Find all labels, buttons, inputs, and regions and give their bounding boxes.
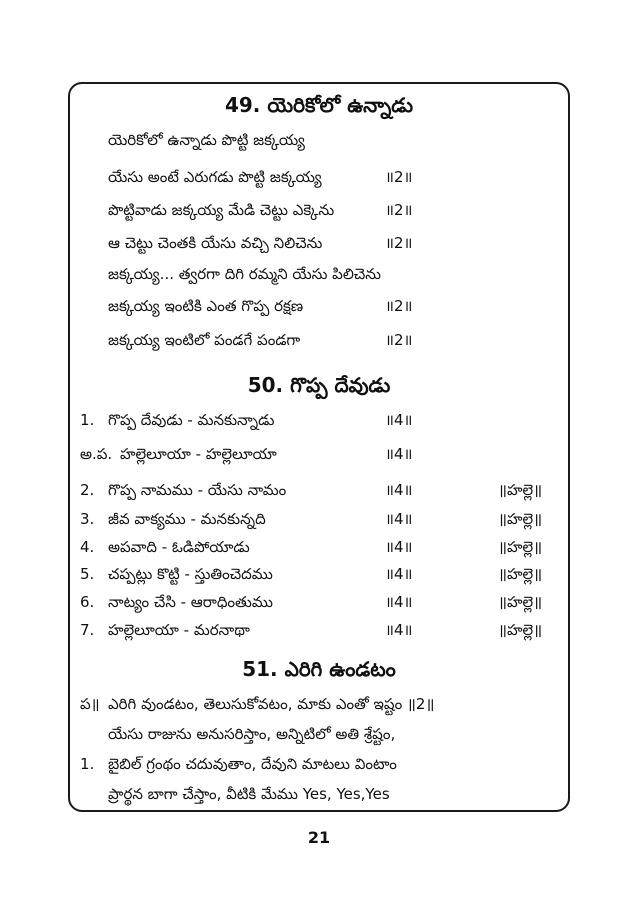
repeat-marker: ॥4॥ <box>385 621 413 639</box>
repeat-marker: ॥2॥ <box>385 297 413 315</box>
verse-number: 1. <box>80 755 95 773</box>
chorus-marker: ॥హల్లె॥ <box>498 481 543 499</box>
song-49-title: 49. యెరికోలో ఉన్నాడు <box>224 93 414 117</box>
song-50-line: గొప్ప నామము - యేసు నామం <box>108 481 287 499</box>
repeat-marker: ॥2॥ <box>385 168 413 186</box>
verse-number: అ.ప. <box>80 445 113 463</box>
song-49-line: ఆ చెట్టు చెంతకి యేసు వచ్చి నిలిచెను <box>108 234 323 252</box>
song-50-line: జీవ వాక్యము - మనకున్నది <box>108 510 266 528</box>
repeat-marker: ॥2॥ <box>385 201 413 219</box>
song-50-line: గొప్ప దేవుడు - మనకున్నాడు <box>108 411 275 429</box>
song-51-line: యేసు రాజును అనుసరిస్తాం, అన్నిటిలో అతి శ్రేష్టం, <box>108 725 396 743</box>
song-51-line: ప్రార్థన బాగా చేస్తాం, వీటికి మేము Yes, Yes,Yes <box>108 785 390 803</box>
chorus-marker: ॥హల్లె॥ <box>498 565 543 583</box>
verse-number: 1. <box>80 411 95 429</box>
repeat-marker: ॥2॥ <box>385 234 413 252</box>
song-49-line: పొట్టివాడు జక్కయ్య మేడి చెట్టు ఎక్కెను <box>108 201 335 219</box>
repeat-marker: ॥4॥ <box>385 565 413 583</box>
song-49-line: జక్కయ్య... త్వరగా దిగి రమ్మని యేసు పిలిచెను <box>108 265 381 283</box>
song-49-line: జక్కయ్య ఇంటికి ఎంత గొప్ప రక్షణ <box>108 297 304 315</box>
repeat-marker: ॥4॥ <box>385 593 413 611</box>
verse-number: 2. <box>80 481 95 499</box>
repeat-marker: ॥4॥ <box>385 411 413 429</box>
chorus-marker: ॥హల్లె॥ <box>498 510 543 528</box>
verse-number: ప॥ <box>80 695 100 713</box>
chorus-marker: ॥హల్లె॥ <box>498 538 543 556</box>
song-49-line: యెరికోలో ఉన్నాడు పొట్టి జక్కయ్య <box>108 131 305 149</box>
song-51-title: 51. ఎరిగి ఉండటం <box>242 657 396 681</box>
song-50-line: హల్లెలూయా - మరనాథా <box>108 621 250 639</box>
chorus-marker: ॥హల్లె॥ <box>498 621 543 639</box>
song-50-line: హల్లెలూయా - హల్లెలూయా <box>120 445 277 463</box>
song-50-title: 50. గొప్ప దేవుడు <box>247 373 391 397</box>
repeat-marker: ॥4॥ <box>385 510 413 528</box>
song-49-line: యేసు అంటే ఎరుగడు పొట్టి జక్కయ్య <box>108 168 322 186</box>
song-50-line: అపవాది - ఓడిపోయాడు <box>108 538 250 556</box>
verse-number: 5. <box>80 565 95 583</box>
song-51-line: బైబిల్ గ్రంథం చదువుతాం, దేవుని మాటలు వింటాం <box>108 755 397 773</box>
verse-number: 6. <box>80 593 95 611</box>
chorus-marker: ॥హల్లె॥ <box>498 593 543 611</box>
verse-number: 7. <box>80 621 95 639</box>
song-51-line: ఎరిగి వుండటం, తెలుసుకోవటం, మాకు ఎంతో ఇష్టం ॥2॥ <box>108 695 435 713</box>
repeat-marker: ॥4॥ <box>385 445 413 463</box>
repeat-marker: ॥4॥ <box>385 481 413 499</box>
verse-number: 4. <box>80 538 95 556</box>
song-49-line: జక్కయ్య ఇంటిలో పండగే పండగా <box>108 331 301 349</box>
page-number: 21 <box>307 828 331 847</box>
repeat-marker: ॥4॥ <box>385 538 413 556</box>
song-50-line: చప్పట్లు కొట్టి - స్తుతించెదము <box>108 565 273 583</box>
repeat-marker: ॥2॥ <box>385 331 413 349</box>
song-50-line: నాట్యం చేసి - ఆరాధింతుము <box>108 593 273 611</box>
verse-number: 3. <box>80 510 95 528</box>
